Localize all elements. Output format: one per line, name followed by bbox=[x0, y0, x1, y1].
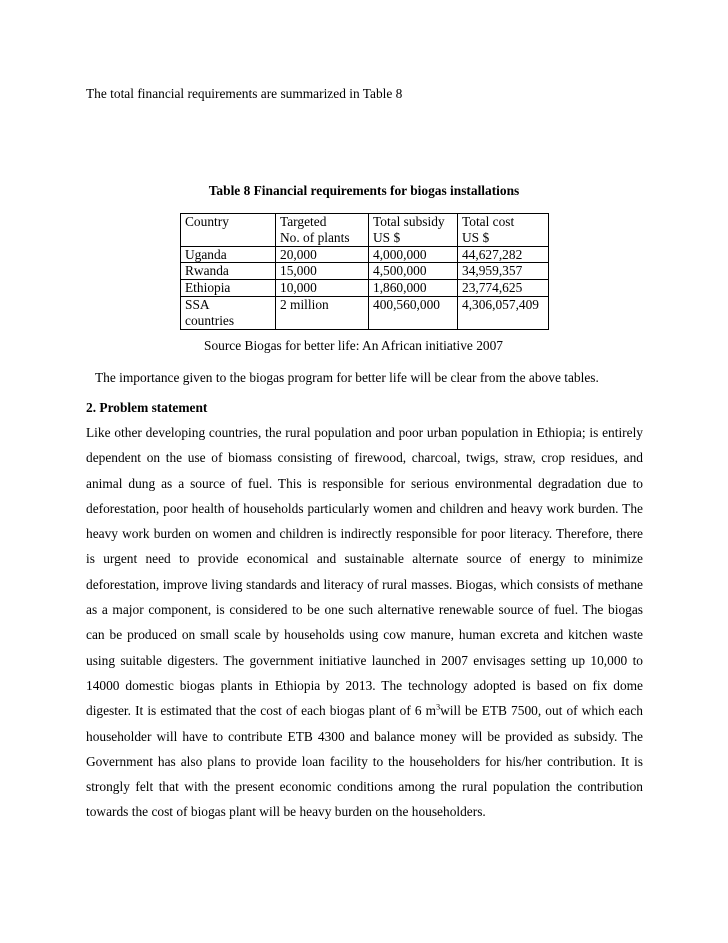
cell-plants: 10,000 bbox=[276, 280, 369, 297]
table-row bbox=[181, 280, 549, 297]
financial-requirements-table bbox=[180, 213, 549, 330]
header-targeted: Targeted No. of plants bbox=[276, 214, 369, 247]
cell-plants: 20,000 bbox=[276, 246, 369, 263]
cell-country: Ethiopia bbox=[181, 280, 276, 297]
cell-subsidy: 400,560,000 bbox=[369, 296, 458, 329]
cell-cost: 44,627,282 bbox=[458, 246, 549, 263]
header-country: Country bbox=[181, 214, 276, 247]
table-row bbox=[181, 246, 549, 263]
cell-plants: 15,000 bbox=[276, 263, 369, 280]
importance-sentence: The importance given to the biogas program for better life will be clear from the above tables. bbox=[95, 370, 599, 385]
cell-country: SSA countries bbox=[181, 296, 276, 329]
cell-plants: 2 million bbox=[276, 296, 369, 329]
intro-sentence: The total financial requirements are summarized in Table 8 bbox=[86, 86, 403, 101]
header-subsidy: Total subsidy US $ bbox=[369, 214, 458, 247]
cell-subsidy: 4,000,000 bbox=[369, 246, 458, 263]
cell-country: Uganda bbox=[181, 246, 276, 263]
section-heading: 2. Problem statement bbox=[86, 400, 208, 415]
cell-subsidy: 1,860,000 bbox=[369, 280, 458, 297]
cell-cost: 34,959,357 bbox=[458, 263, 549, 280]
table-source: Source Biogas for better life: An African initiative 2007 bbox=[204, 338, 503, 353]
table-row bbox=[181, 296, 549, 329]
cell-country: Rwanda bbox=[181, 263, 276, 280]
header-cost: Total cost US $ bbox=[458, 214, 549, 247]
table-caption: Table 8 Financial requirements for biogas installations bbox=[208, 183, 520, 198]
cell-cost: 4,306,057,409 bbox=[458, 296, 549, 329]
table-header-row bbox=[181, 214, 549, 247]
cell-subsidy: 4,500,000 bbox=[369, 263, 458, 280]
problem-statement-paragraph: Like other developing countries, the rural population and poor urban population in Ethiopia; is entirely dependent on the use of biomass consisting of firewood, charcoal, twigs, straw, crop residues, and animal dung as a source of fuel. This is responsible for serious environmental degradation due to deforestation, poor health of households particularly women and children and heavy work burden. The heavy work burden on women and children is indirectly responsible for poor literacy. Therefore, there is urgent need to provide economical and sustainable alternate source of energy to minimize deforestation, improve living standards and literacy of rural masses. Biogas, which consists of methane as a major component, is considered to be one such alternative renewable source of fuel. The biogas can be produced on small scale by households using cow manure, human excreta and kitchen waste using suitable digesters. The government initiative launched in 2007 envisages setting up 10,000 to 14000 domestic biogas plants in Ethiopia by 2013. The technology adopted is based on fix dome digester. It is estimated that the cost of each biogas plant of 6 $m^3will$ be ETB 7500, out of which each householder will have to contribute ETB 4300 and balance money will be provided as subsidy. The Government has also plans to provide loan facility to the householders for his/her contribution. It is strongly felt that with the present economic conditions among the rural population the contribution towards the cost of biogas plant will be heavy burden on the householders. bbox=[86, 425, 643, 820]
cell-cost: 23,774,625 bbox=[458, 280, 549, 297]
table-row bbox=[181, 263, 549, 280]
